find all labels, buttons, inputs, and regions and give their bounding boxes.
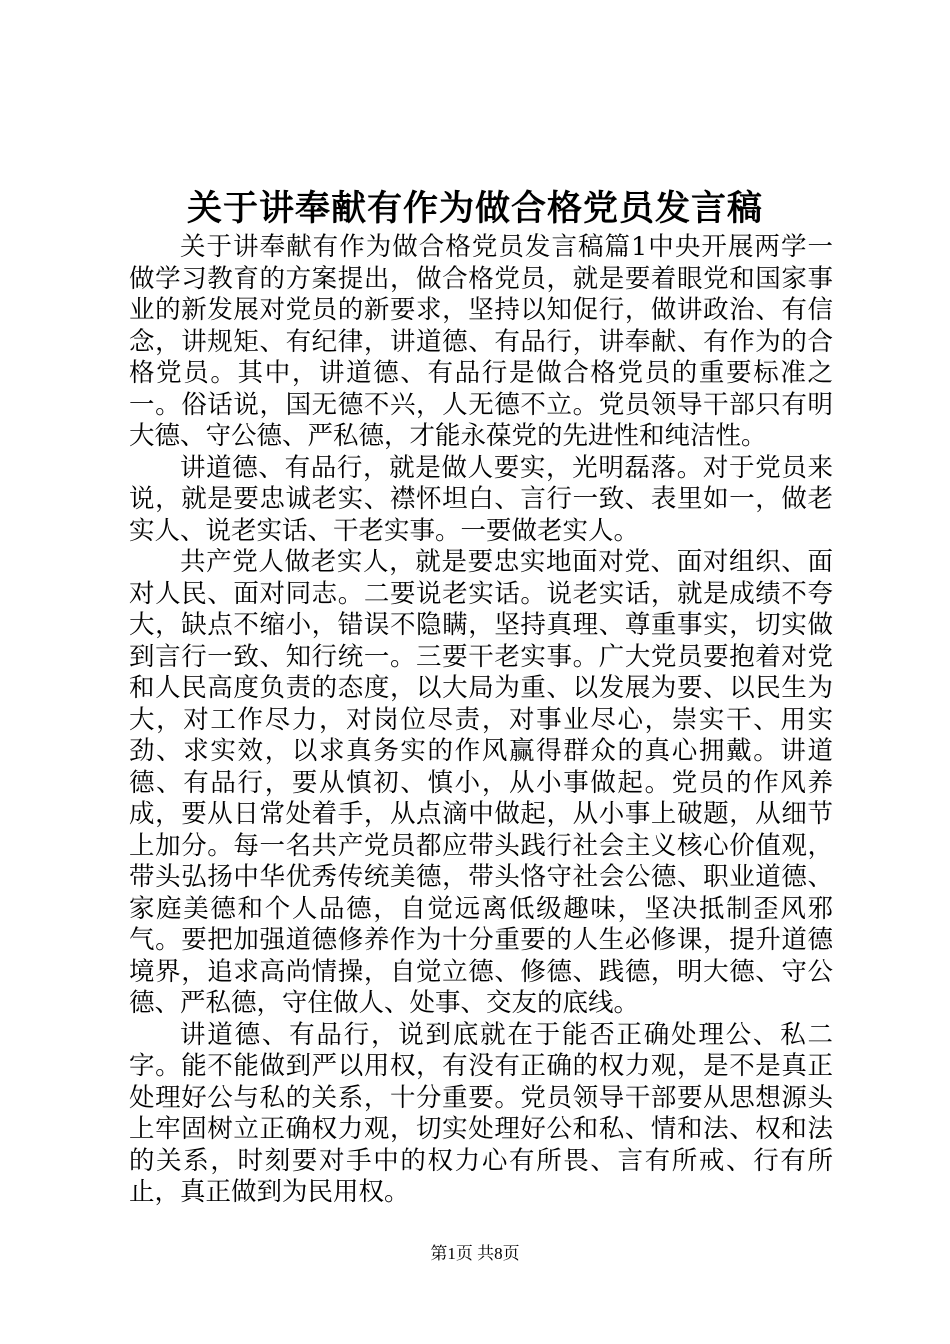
paragraph-1: 关于讲奉献有作为做合格党员发言稿篇1中央开展两学一做学习教育的方案提出，做合格党员，就是要着眼党和国家事业的新发展对党员的新要求，坚持以知促行，做讲政治、有信念，讲规矩、有纪律，讲道德、有品行，讲奉献、有作为的合格党员。其中，讲道德、有品行是做合格党员的重要标准之一。俗话说，国无德不兴，人无德不立。党员领导干部只有明大德、守公德、严私德，才能永葆党的先进性和纯洁性。 [129, 232, 833, 451]
paragraph-3: 共产党人做老实人，就是要忠实地面对党、面对组织、面对人民、面对同志。二要说老实话。说老实话，就是成绩不夸大，缺点不缩小，错误不隐瞒，坚持真理、尊重事实，切实做到言行一致、知行统一。三要干老实事。广大党员要抱着对党和人民高度负责的态度，以大局为重、以发展为要、以民生为大，对工作尽力，对岗位尽责，对事业尽心，崇实干、用实劲、求实效，以求真务实的作风赢得群众的真心拥戴。讲道德、有品行，要从慎初、慎小，从小事做起。党员的作风养成，要从日常处着手，从点滴中做起，从小事上破题，从细节上加分。每一名共产党员都应带头践行社会主义核心价值观，带头弘扬中华优秀传统美德，带头恪守社会公德、职业道德、家庭美德和个人品德，自觉远离低级趣味，坚决抵制歪风邪气。要把加强道德修养作为十分重要的人生必修课，提升道德境界，追求高尚情操，自觉立德、修德、践德，明大德、守公德、严私德，守住做人、处事、交友的底线。 [129, 547, 833, 1018]
document-title: 关于讲奉献有作为做合格党员发言稿 [186, 188, 763, 229]
paragraph-4: 讲道德、有品行，说到底就在于能否正确处理公、私二字。能不能做到严以用权，有没有正确的权力观，是不是真正处理好公与私的关系，十分重要。党员领导干部要从思想源头上牢固树立正确权力观，切实处理好公和私、情和法、权和法的关系，时刻要对手中的权力心有所畏、言有所戒、行有所止，真正做到为民用权。 [129, 1019, 833, 1207]
paragraph-2: 讲道德、有品行，就是做人要实，光明磊落。对于党员来说，就是要忠诚老实、襟怀坦白、言行一致、表里如一，做老实人、说老实话、干老实事。一要做老实人。 [129, 452, 833, 546]
page-footer: 第1页 共8页 [430, 1244, 520, 1263]
document-body [129, 232, 833, 1209]
